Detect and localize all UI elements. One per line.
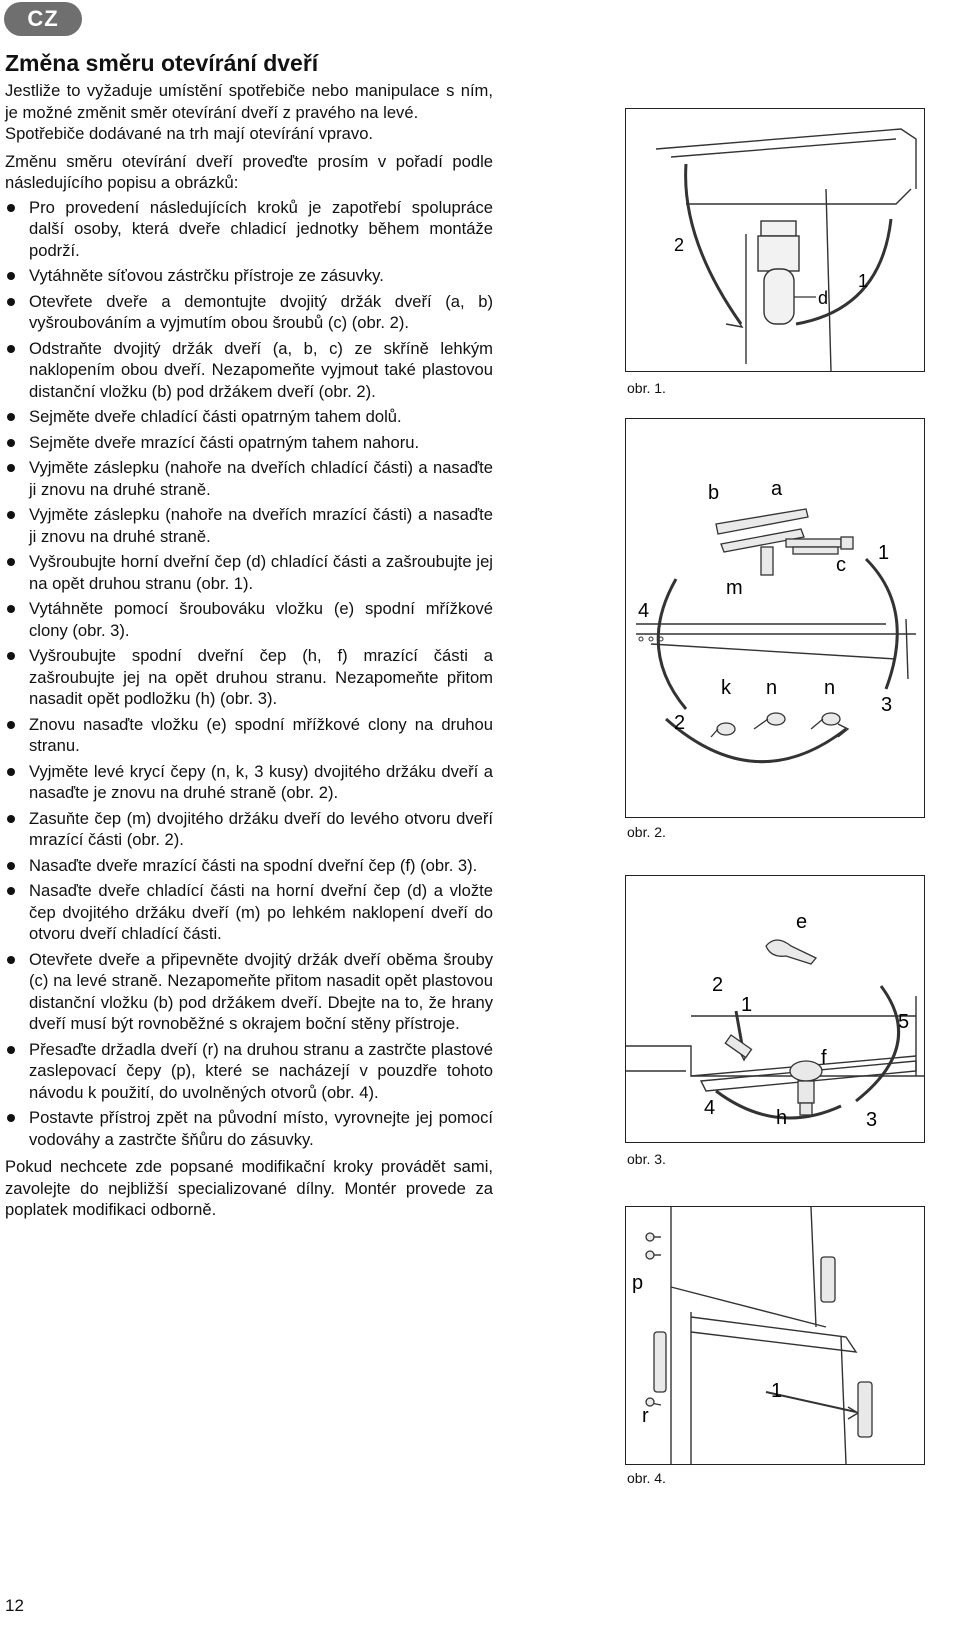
fig3-label-1: 1 [741,994,753,1016]
step-item: Zasuňte čep (m) dvojitého držáku dveří do levého otvoru dveří mrazící části (obr. 2). [5,808,493,851]
figure-3-caption: obr. 3. [627,1151,666,1167]
intro-paragraph: Jestliže to vyžaduje umístění spotřebiče nebo manipulace s ním, je možné změnit směr otevírání dveří z pravého na levé. [5,81,493,122]
section-title: Změna směru otevírání dveří [5,50,319,76]
figure-1 [625,108,925,372]
fig2-label-m: m [726,577,743,599]
step-item: Přesaďte držadla dveří (r) na druhou stranu a zastrčte plastové zaslepovací čepy (p), které se nacházejí v pouzdře tohoto návodu k použití, do uvolněných otvorů (obr. 4). [5,1039,493,1104]
step-item: Sejměte dveře chladící části opatrným tahem dolů. [5,406,493,428]
fig2-label-2: 2 [674,712,686,734]
fig3-label-5: 5 [898,1011,910,1033]
fig2-label-c: c [836,554,846,576]
fig2-label-b: b [708,482,720,504]
step-item: Vytáhněte pomocí šroubováku vložku (e) spodní mřížkové clony (obr. 3). [5,598,493,641]
figure-1-illustration [626,109,924,371]
step-item: Sejměte dveře mrazící části opatrným tahem nahoru. [5,432,493,454]
figure-2-illustration [626,419,924,817]
fig1-label-2: 2 [674,235,685,255]
step-item: Vyšroubujte horní dveřní čep (d) chladící části a zašroubujte jej na opět druhou stranu (obr. 1). [5,551,493,594]
fig2-label-n-right: n [824,677,836,699]
fig1-label-d: d [818,288,829,308]
closing-paragraph: Pokud nechcete zde popsané modifikační kroky provádět sami, zavolejte do nejbližší specializované dílny. Montér provede za poplatek modifikaci odborně. [5,1157,493,1219]
intro-paragraph: Spotřebiče dodávané na trh mají otevírání vpravo. [5,124,374,143]
fig2-label-k: k [721,677,731,699]
fig2-label-3: 3 [881,694,893,716]
fig1-label-1: 1 [858,271,869,291]
figure-4 [625,1206,925,1465]
fig3-label-4: 4 [704,1097,716,1119]
step-item: Znovu nasaďte vložku (e) spodní mřížkové clony na druhou stranu. [5,714,493,757]
figure-3-illustration [626,876,924,1142]
fig2-label-4: 4 [638,600,650,622]
instructions-column [5,80,493,1221]
figure-4-illustration [626,1207,924,1464]
fig3-label-f: f [821,1047,827,1069]
fig3-label-2: 2 [712,974,724,996]
step-item: Postavte přístroj zpět na původní místo, vyrovnejte jej pomocí vodováhy a zastrčte šňůru do zásuvky. [5,1107,493,1150]
fig2-label-1: 1 [878,542,890,564]
fig3-label-3: 3 [866,1109,878,1131]
step-item: Nasaďte dveře mrazící části na spodní dveřní čep (f) (obr. 3). [5,855,493,877]
fig3-label-h: h [776,1107,788,1129]
step-item: Vyjměte záslepku (nahoře na dveřích mrazící části) a nasaďte ji znovu na druhé straně. [5,504,493,547]
step-item: Vyjměte levé krycí čepy (n, k, 3 kusy) dvojitého držáku dveří a nasaďte je znovu na druhé straně (obr. 2). [5,761,493,804]
step-item: Vytáhněte síťovou zástrčku přístroje ze zásuvky. [5,265,493,287]
step-item: Nasaďte dveře chladící části na horní dveřní čep (d) a vložte čep dvojitého držáku dveří (m) po lehkém naklopení dveří do otvoru dveří chladící části. [5,880,493,945]
figure-2 [625,418,925,818]
intro-paragraph: Změnu směru otevírání dveří proveďte prosím v pořadí podle následujícího popisu a obrázků: [5,151,493,192]
fig2-label-a: a [771,478,783,500]
figure-4-caption: obr. 4. [627,1470,666,1486]
step-item: Pro provedení následujících kroků je zapotřebí spolupráce další osoby, která dveře chladicí jednotky během montáže podrží. [5,197,493,262]
step-item: Vyjměte záslepku (nahoře na dveřích chladící části) a nasaďte ji znovu na druhé straně. [5,457,493,500]
step-item: Otevřete dveře a demontujte dvojitý držák dveří (a, b) vyšroubováním a vyjmutím obou šroubů (c) (obr. 2). [5,291,493,334]
fig2-label-n-left: n [766,677,778,699]
figure-2-caption: obr. 2. [627,824,666,840]
step-item: Vyšroubujte spodní dveřní čep (h, f) mrazící části a zašroubujte jej na opět druhou stranu. Nezapomeňte přitom nasadit opět podložku (h) (obr. 3). [5,645,493,710]
step-item: Otevřete dveře a připevněte dvojitý držák dveří oběma šrouby (c) na levé straně. Nezapomeňte přitom nasadit opět plastovou distanční vložku (b) pod držákem dveří. Dbejte na to, že hrany dveří musí být rovnoběžné s okrajem boční stěny přístroje. [5,949,493,1035]
page-number: 12 [5,1596,24,1615]
step-item: Odstraňte dvojitý držák dveří (a, b, c) ze skříně lehkým naklopením obou dveří. Nezapomeňte vyjmout také plastovou distanční vložku (b) pod držákem dveří (obr. 2). [5,338,493,403]
figure-3 [625,875,925,1143]
language-badge: CZ [4,2,82,36]
fig4-label-1: 1 [771,1380,783,1402]
fig4-label-r: r [642,1405,649,1427]
fig3-label-e: e [796,911,808,933]
figure-1-caption: obr. 1. [627,380,666,396]
fig4-label-p: p [632,1272,644,1294]
steps-list [5,197,493,1151]
